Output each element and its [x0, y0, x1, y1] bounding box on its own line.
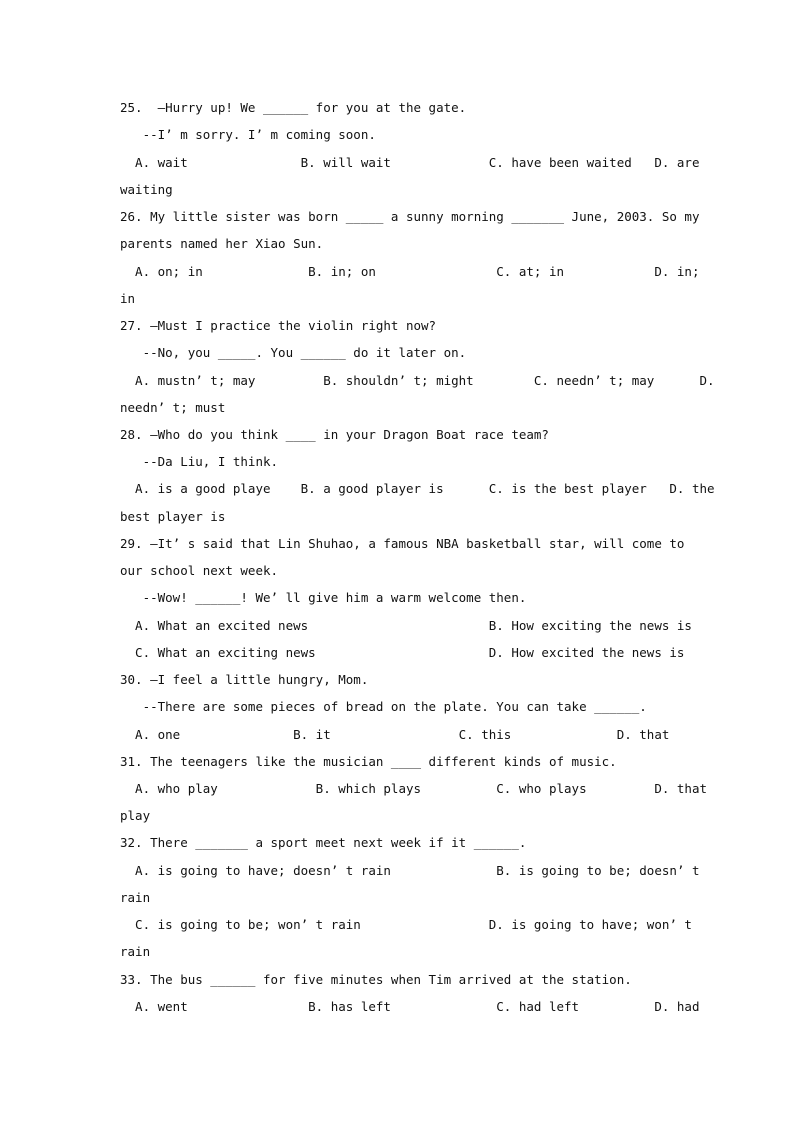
q32-options-ab-wrap: rain [120, 890, 151, 905]
q33-options: A. went B. has left C. had left D. had [120, 999, 700, 1014]
q31-options: A. who play B. which plays C. who plays D. that [120, 781, 707, 796]
q31-stem: 31. The teenagers like the musician ____ different kinds of music. [120, 754, 617, 769]
q27-reply: --No, you _____. You ______ do it later on. [120, 345, 467, 360]
q26-stem-wrap: parents named her Xiao Sun. [120, 236, 324, 251]
q30-options: A. one B. it C. this D. that [120, 727, 670, 742]
q28-reply: --Da Liu, I think. [120, 454, 279, 469]
q30-stem: 30. ―I feel a little hungry, Mom. [120, 672, 369, 687]
q29-stem: 29. ―It’ s said that Lin Shuhao, a famous NBA basketball star, will come to [120, 536, 685, 551]
q33-stem: 33. The bus ______ for five minutes when Tim arrived at the station. [120, 972, 632, 987]
q29-options-ab: A. What an excited news B. How exciting the news is [120, 618, 692, 633]
q27-options-wrap: needn’ t; must [120, 400, 226, 415]
q32-options-ab: A. is going to have; doesn’ t rain B. is going to be; doesn’ t [120, 863, 700, 878]
q29-stem-wrap: our school next week. [120, 563, 279, 578]
q26-stem: 26. My little sister was born _____ a sunny morning _______ June, 2003. So my [120, 209, 700, 224]
q25-options: A. wait B. will wait C. have been waited D. are [120, 155, 700, 170]
q27-options: A. mustn’ t; may B. shouldn’ t; might C. needn’ t; may D. [120, 373, 715, 388]
q28-options-wrap: best player is [120, 509, 226, 524]
q26-options-wrap: in [120, 291, 136, 306]
q28-options: A. is a good playe B. a good player is C. is the best player D. the [120, 481, 715, 496]
q26-options: A. on; in B. in; on C. at; in D. in; [120, 264, 700, 279]
q25-reply: --I’ m sorry. I’ m coming soon. [120, 127, 376, 142]
q32-options-cd: C. is going to be; won’ t rain D. is going to have; won’ t [120, 917, 692, 932]
q25-options-wrap: waiting [120, 182, 173, 197]
q31-options-wrap: play [120, 808, 151, 823]
q32-stem: 32. There _______ a sport meet next week if it ______. [120, 835, 527, 850]
q29-options-cd: C. What an exciting news D. How excited the news is [120, 645, 685, 660]
q32-options-cd-wrap: rain [120, 944, 151, 959]
q29-reply: --Wow! ______! We’ ll give him a warm welcome then. [120, 590, 527, 605]
q28-stem: 28. ―Who do you think ____ in your Dragon Boat race team? [120, 427, 549, 442]
q30-reply: --There are some pieces of bread on the plate. You can take ______. [120, 699, 647, 714]
q27-stem: 27. ―Must I practice the violin right now? [120, 318, 437, 333]
q25-stem: 25. ―Hurry up! We ______ for you at the gate. [120, 100, 467, 115]
